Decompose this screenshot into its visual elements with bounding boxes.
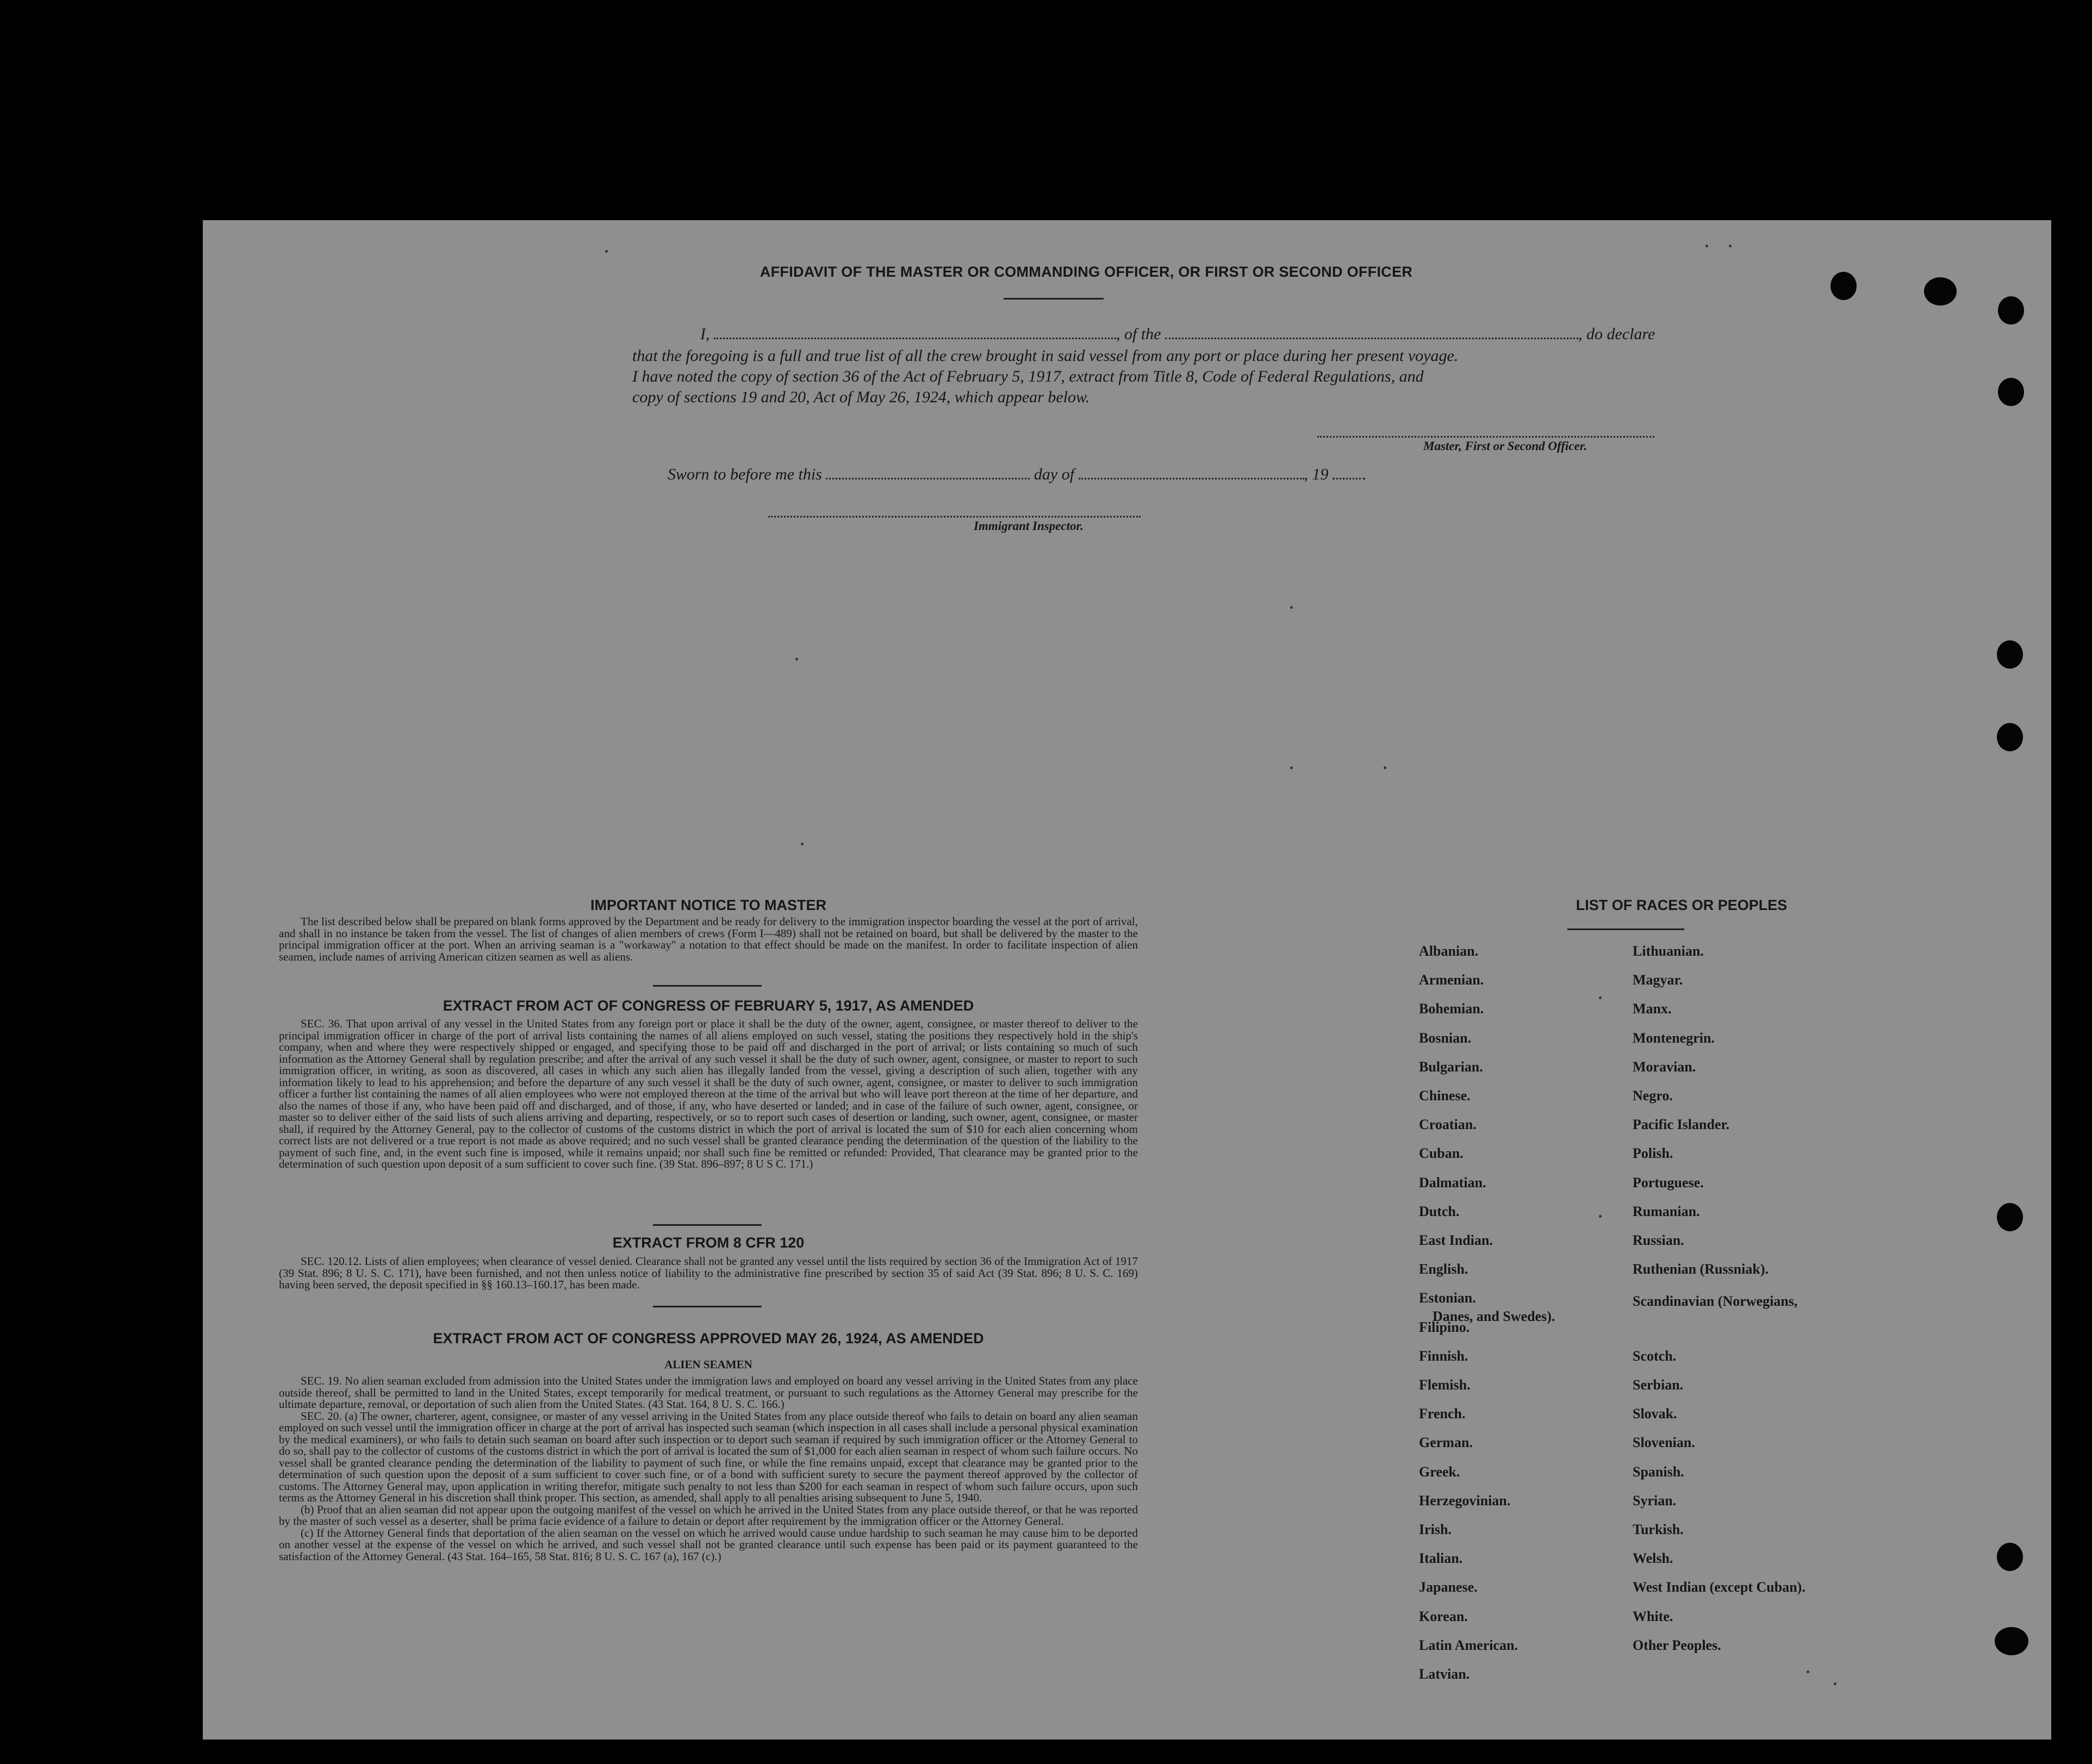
inspector-signature-line[interactable] xyxy=(768,516,1141,518)
punch-hole xyxy=(1997,1203,2023,1231)
speck xyxy=(1729,245,1732,247)
extract-cfr-title: EXTRACT FROM 8 CFR 120 xyxy=(612,1235,805,1251)
race-item: Filipino. xyxy=(1419,1319,1470,1335)
race-item: Finnish. xyxy=(1419,1348,1468,1364)
master-caption: Master, First or Second Officer. xyxy=(1423,439,1587,453)
race-item: Montenegrin. xyxy=(1633,1030,1715,1046)
race-item: Polish. xyxy=(1633,1145,1673,1162)
punch-hole xyxy=(1998,296,2024,325)
vessel-field[interactable] xyxy=(1165,337,1578,339)
race-item: Magyar. xyxy=(1633,972,1683,988)
race-item: Welsh. xyxy=(1633,1550,1673,1567)
affidavit-line3: I have noted the copy of section 36 of the Act of February 5, 1917, extract from Title 8, Code of Federal Regulations, and xyxy=(632,367,1424,385)
speck xyxy=(605,250,608,253)
label-of-the: , of the xyxy=(1116,325,1161,343)
race-item: Estonian. xyxy=(1419,1290,1476,1306)
race-item: Ruthenian (Russniak). xyxy=(1633,1261,1769,1277)
alien-seamen-subtitle: ALIEN SEAMEN xyxy=(664,1358,752,1371)
race-item: Korean. xyxy=(1419,1608,1468,1624)
race-item: Scotch. xyxy=(1633,1348,1677,1364)
affidavit-line2: that the foregoing is a full and true list of all the crew brought in said vessel from any port or place during her present voyage. xyxy=(632,347,1459,365)
race-item: Chinese. xyxy=(1419,1088,1471,1104)
speck xyxy=(1599,1215,1602,1218)
affidavit-title: AFFIDAVIT OF THE MASTER OR COMMANDING OFFICER, OR FIRST OR SECOND OFFICER xyxy=(759,264,1413,280)
section-20a: SEC. 20. (a) The owner, charterer, agent, consignee, or master of any vessel arriving in the United States from any place outside thereof who fails to detain on board any alien seaman employed on such vessel until the immigration officer in charge at the port of arrival has inspected such seaman (which inspection in all cases shall include a personal physical examination by the medical examiners), or who fails to detain such seaman on board after such inspection or to deport such seaman if required by such immigration officer or the Attorney General to do so, shall pay to the collector of customs of the customs district in which the port of arrival is located the sum of $1,000 for each alien seaman in respect of whom such failure occurs. No vessel shall be granted clearance pending the determination of the liability to payment of such fine, or while the fine remains unpaid, except that clearance may be granted prior to the determination of such question upon the deposit of a sum sufficient to cover such fine, or of a bond with sufficient surety to secure the payment thereof approved by the collector of customs. The Attorney General may, upon application in writing therefor, mitigate such penalty to not less than $200 for each seaman in respect of whom such failure occurs, upon such terms as the Attorney General in his discretion shall think proper. This section, as amended, shall apply to all penalties arising subsequent to June 5, 1940. xyxy=(279,1409,1138,1504)
race-item: Herzegovinian. xyxy=(1419,1492,1511,1509)
name-field[interactable] xyxy=(714,337,1116,339)
race-item: Albanian. xyxy=(1419,943,1479,959)
notice-text: The list described below shall be prepared on blank forms approved by the Department and be ready for delivery to the immigration inspector boarding the vessel at the port of arrival, and shall in no instance be taken from the vessel. The list of changes of alien members of crews (Form I—489) shall not be retained on board, but shall be delivered by the master to the principal immigration officer at the port. When an arriving seaman is a "workaway" a notation to that effect should be made on the manifest. In order to facilitate inspection of alien seamen, include names of arriving American citizen seamen as well as aliens. xyxy=(279,915,1138,963)
divider xyxy=(653,1224,762,1226)
section-20c: (c) If the Attorney General finds that deportation of the alien seaman on the vessel on which he arrived would cause undue hardship to such seaman he may cause him to be deported on another vessel at the expense of the vessel on which he arrived, and such vessel shall not be granted clearance until such expense has been paid or its payment guaranteed to the satisfaction of the Attorney General. (43 Stat. 164–165, 58 Stat. 816; 8 U. S. C. 167 (a), 167 (c).) xyxy=(279,1526,1138,1563)
form-sheet xyxy=(203,220,2051,1740)
label-year: , 19 xyxy=(1304,465,1329,483)
race-item: German. xyxy=(1419,1435,1473,1451)
race-item: Negro. xyxy=(1633,1088,1673,1104)
punch-hole xyxy=(1998,378,2024,406)
speck xyxy=(1384,766,1386,769)
extract-1924-body xyxy=(279,1375,1138,1562)
race-item: Dutch. xyxy=(1419,1203,1460,1219)
label-sworn: Sworn to before me this xyxy=(668,465,822,483)
race-item: Slovak. xyxy=(1633,1406,1677,1422)
label-i: I, xyxy=(700,325,710,343)
sworn-year-field[interactable] xyxy=(1333,477,1365,479)
race-item: English. xyxy=(1419,1261,1468,1277)
title-rule xyxy=(1004,298,1104,300)
race-item: Slovenian. xyxy=(1633,1435,1695,1451)
race-item: West Indian (except Cuban). xyxy=(1633,1579,1805,1595)
race-item: Latin American. xyxy=(1419,1637,1518,1653)
race-item: Flemish. xyxy=(1419,1377,1471,1393)
speck xyxy=(1290,766,1293,769)
affidavit-line1 xyxy=(651,323,1875,345)
speck xyxy=(1807,1670,1809,1673)
race-item: Serbian. xyxy=(1633,1377,1684,1393)
punch-hole xyxy=(1995,1627,2028,1655)
race-item: Latvian. xyxy=(1419,1666,1470,1682)
race-item: Japanese. xyxy=(1419,1579,1478,1595)
race-item: Irish. xyxy=(1419,1522,1452,1537)
race-item: Cuban. xyxy=(1419,1145,1464,1162)
notice-title: IMPORTANT NOTICE TO MASTER xyxy=(590,897,826,913)
label-day-of: day of xyxy=(1033,465,1075,483)
race-item: Greek. xyxy=(1419,1463,1460,1480)
race-item: Lithuanian. xyxy=(1633,943,1704,959)
punch-hole xyxy=(1997,640,2023,669)
divider xyxy=(653,985,762,987)
race-item: Turkish. xyxy=(1633,1522,1684,1537)
speck xyxy=(1599,996,1602,999)
punch-hole xyxy=(1997,1543,2023,1571)
race-item: Italian. xyxy=(1419,1550,1463,1567)
race-item: Bohemian. xyxy=(1419,1001,1484,1017)
race-item: East Indian. xyxy=(1419,1232,1493,1248)
race-item: Portuguese. xyxy=(1633,1174,1704,1190)
sworn-month-field[interactable] xyxy=(1079,477,1304,479)
race-item: White. xyxy=(1633,1608,1673,1624)
speck xyxy=(1834,1682,1836,1685)
extract-1917-text: SEC. 36. That upon arrival of any vessel in the United States from any foreign port or place it shall be the duty of the owner, agent, consignee, or master thereof to deliver to the principal immigration officer in charge of the port of arrival lists containing the names of all aliens employed on such vessel, stating the positions they respectively hold in the ship's company, when and where they were respectively shipped or engaged, and specifying those to be paid off and discharged in the port of arrival; or lists containing so much of such information as the Attorney General shall by regulation prescribe; and after the arrival of any such vessel it shall be the duty of such owner, agent, consignee, or master to report to such immigration officer, in writing, as soon as discovered, all cases in which any such alien has illegally landed from the vessel, giving a description of such alien, together with any information likely to lead to his apprehension; and before the departure of any such vessel it shall be the duty of such owner, agent, consignee, or master to deliver to such immigration officer a further list containing the names of all alien employees who were not employed thereon at the time of the arrival but who will leave port thereon at the time of her departure, and also the names of those if any, who have been paid off and discharged, and of those, if any, who have deserted or landed; and in case of the failure of such owner, agent, consignee, or master so to deliver either of the said lists of such aliens arriving and departing, respectively, or so to report such cases of desertion or landing, such owner, agent, consignee, or master shall, if required by the Attorney General, pay to the collector of customs of the customs district in which the port of arrival is located the sum of $10 for each alien concerning whom correct lists are not delivered or a true report is not made as above required; and no such vessel shall be granted clearance pending the determination of the question of the liability to the payment of such fine, and, in the event such fine is imposed, while it remains unpaid; nor shall such fine be remitted or refunded: Provided, That clearance may be granted prior to the determination of such question upon deposit of a sum sufficient to cover such fine. (39 Stat. 896–897; 8 U S C. 171.) xyxy=(279,1017,1138,1170)
race-item: Pacific Islander. xyxy=(1633,1117,1730,1133)
race-item: French. xyxy=(1419,1406,1466,1422)
race-item: Danes, and Swedes). xyxy=(1433,1308,1555,1325)
speck xyxy=(1290,606,1293,609)
race-item: Bosnian. xyxy=(1419,1030,1472,1046)
race-item: Syrian. xyxy=(1633,1492,1677,1509)
punch-hole xyxy=(1830,272,1857,300)
affidavit-line4: copy of sections 19 and 20, Act of May 26, 1924, which appear below. xyxy=(632,388,1090,406)
race-item: Rumanian. xyxy=(1633,1203,1700,1219)
sworn-day-field[interactable] xyxy=(826,477,1030,479)
race-item: Bulgarian. xyxy=(1419,1058,1483,1075)
section-20b: (b) Proof that an alien seaman did not appear upon the outgoing manifest of the vessel on which he arrived in the United States from any place outside thereof, or that he was reported by the master of such vessel as a deserter, shall be prima facie evidence of a failure to detain or deport after requirement by the immigration officer or the Attorney General. xyxy=(279,1503,1138,1528)
race-item: Dalmatian. xyxy=(1419,1174,1486,1190)
race-item: Croatian. xyxy=(1419,1117,1477,1133)
inspector-caption: Immigrant Inspector. xyxy=(974,519,1084,533)
sworn-line xyxy=(668,464,1646,485)
race-item: Spanish. xyxy=(1633,1463,1684,1480)
race-item: Other Peoples. xyxy=(1633,1637,1721,1653)
race-item: Moravian. xyxy=(1633,1058,1696,1075)
races-title-rule xyxy=(1567,928,1684,930)
label-do-declare: , do declare xyxy=(1578,325,1655,343)
extract-cfr-text: SEC. 120.12. Lists of alien employees; when clearance of vessel denied. Clearance shall not be granted any vessel until the lists required by section 36 of the Immigration Act of 1917 (39 Stat. 896; 8 U. S. C. 171), have been furnished, and not then unless notice of liability to the administrative fine prescribed by section 35 of said Act (39 Stat. 896; 8 U. S. C. 169) having been served, the deposit specified in §§ 160.13–160.17, has been made. xyxy=(279,1255,1138,1291)
race-item: Russian. xyxy=(1633,1232,1684,1248)
race-item: Scandinavian (Norwegians, xyxy=(1633,1293,1798,1310)
speck xyxy=(1705,245,1708,247)
extract-1924-title: EXTRACT FROM ACT OF CONGRESS APPROVED MAY 26, 1924, AS AMENDED xyxy=(433,1330,984,1347)
section-19: SEC. 19. No alien seaman excluded from admission into the United States under the immigration laws and employed on board any vessel arriving in the United States from any place outside thereof, shall be permitted to land in the United States, except temporarily for medical treatment, or pursuant to such regulations as the Attorney General may prescribe for the ultimate departure, removal, or deportation of such alien from the United States. (43 Stat. 164, 8 U. S. C. 166.) xyxy=(279,1374,1138,1411)
master-signature-line[interactable] xyxy=(1317,436,1654,438)
races-title: LIST OF RACES OR PEOPLES xyxy=(1576,897,1788,913)
speck xyxy=(795,658,798,660)
extract-1917-title: EXTRACT FROM ACT OF CONGRESS OF FEBRUARY 5, 1917, AS AMENDED xyxy=(443,998,974,1014)
race-item: Manx. xyxy=(1633,1001,1672,1017)
race-item: Armenian. xyxy=(1419,972,1484,988)
punch-hole xyxy=(1997,723,2023,751)
punch-hole xyxy=(1924,277,1957,306)
divider xyxy=(653,1306,762,1307)
speck xyxy=(801,843,804,845)
